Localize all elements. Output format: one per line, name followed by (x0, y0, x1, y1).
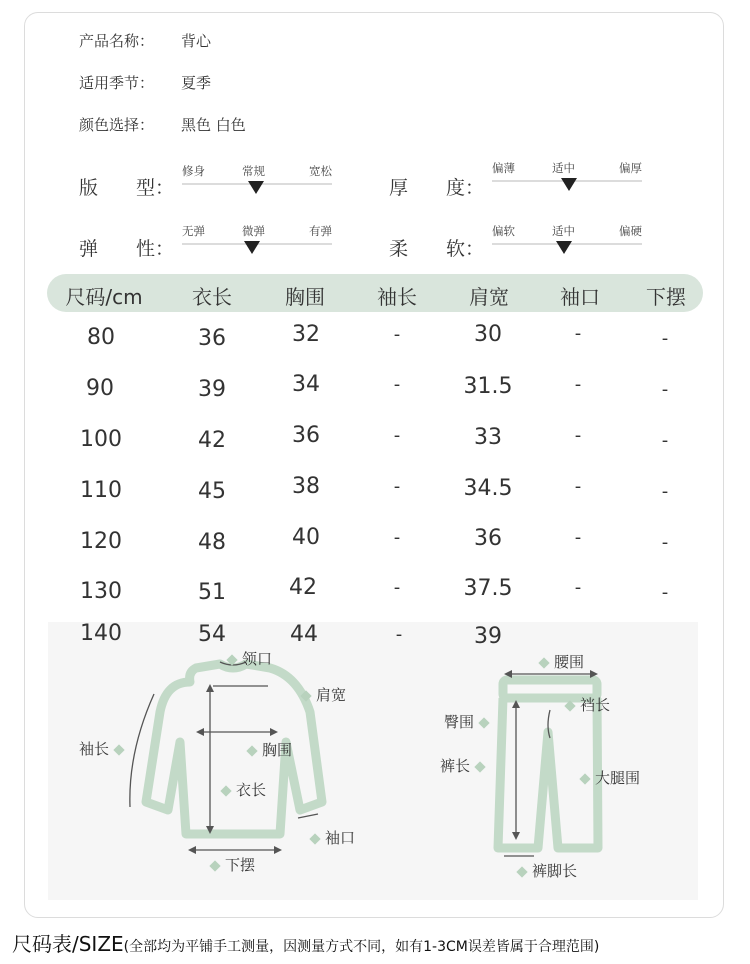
diamond-icon (246, 745, 257, 756)
table-cell: - (661, 328, 669, 349)
table-header-cell: 袖口 (560, 285, 600, 309)
scale-option: 偏厚 (619, 161, 642, 175)
table-cell: 54 (198, 622, 226, 647)
table-header-cell: 衣长 (192, 285, 232, 309)
scale-option: 修身 (182, 164, 205, 178)
info-row-season (79, 72, 211, 93)
table-cell: - (574, 374, 582, 395)
table-cell: 90 (86, 376, 114, 401)
table-header-cell: 胸围 (285, 285, 325, 309)
label-leg-opening (512, 860, 577, 881)
table-cell: - (393, 527, 401, 548)
selected-marker-icon (244, 241, 260, 254)
label-sleeve (79, 738, 129, 759)
attr-label-thickness: 厚 度： (389, 177, 485, 199)
diamond-icon (516, 866, 527, 877)
table-cell: - (574, 476, 582, 497)
diamond-icon (226, 654, 237, 665)
table-cell: - (574, 425, 582, 446)
scale-option: 偏软 (492, 224, 515, 238)
scale-option: 偏硬 (619, 224, 642, 238)
label-text: 胸围 (262, 741, 293, 759)
table-cell: 34.5 (463, 476, 513, 501)
label-text: 下摆 (225, 856, 256, 874)
table-cell: - (661, 430, 669, 451)
table-cell: 45 (198, 479, 226, 504)
label-rise (560, 694, 610, 715)
table-cell: - (661, 481, 669, 502)
label-chest (242, 739, 292, 760)
table-cell: - (393, 476, 401, 497)
table-cell: 36 (292, 423, 320, 448)
info-row-color (79, 114, 246, 135)
table-cell: - (395, 624, 403, 645)
label-hip (444, 711, 494, 732)
diamond-icon (579, 773, 590, 784)
label-pants-length (440, 755, 490, 776)
table-cell: - (393, 577, 401, 598)
table-cell: 39 (474, 624, 502, 649)
table-cell: - (393, 425, 401, 446)
table-cell: - (661, 582, 669, 603)
label-text: 袖长 (79, 740, 110, 758)
table-cell: 130 (80, 579, 122, 604)
table-cell: - (574, 577, 582, 598)
diamond-icon (113, 744, 124, 755)
info-label: 产品名称： (79, 32, 155, 50)
label-text: 领口 (242, 650, 273, 668)
footer-title: 尺码表/SIZE (12, 932, 124, 956)
selected-marker-icon (561, 178, 577, 191)
attr-label-fit: 版 型： (79, 177, 175, 199)
table-cell: 140 (80, 621, 122, 646)
table-cell: - (393, 324, 401, 345)
table-cell: 48 (198, 530, 226, 555)
table-header-cell: 尺码/cm (65, 285, 143, 309)
info-row-name (79, 30, 211, 51)
table-header-cell: 袖长 (377, 285, 417, 309)
table-cell: 42 (289, 575, 317, 600)
table-cell: 51 (198, 580, 226, 605)
scale-option: 偏薄 (492, 161, 515, 175)
table-cell: 32 (292, 322, 320, 347)
table-header-cell: 下摆 (646, 285, 686, 309)
scale-softness (492, 223, 642, 263)
diamond-icon (220, 785, 231, 796)
label-waist (534, 651, 584, 672)
diamond-icon (309, 833, 320, 844)
label-hem (205, 854, 255, 875)
footer-note: (全部均为平铺手工测量，因测量方式不同，如有1-3CM误差皆属于合理范围) (123, 939, 600, 955)
selected-marker-icon (556, 241, 572, 254)
info-label: 颜色选择： (79, 116, 155, 134)
scale-elasticity (182, 223, 332, 263)
diamond-icon (538, 657, 549, 668)
attr-label-elasticity: 弹 性： (79, 238, 175, 260)
table-cell: 33 (474, 425, 502, 450)
scale-thickness (492, 160, 642, 200)
table-cell: - (574, 527, 582, 548)
label-text: 腰围 (554, 653, 585, 671)
info-value: 夏季 (181, 74, 212, 92)
label-shoulder (296, 684, 346, 705)
scale-option: 适中 (552, 161, 575, 175)
table-cell: 38 (292, 474, 320, 499)
scale-option: 无弹 (182, 224, 205, 238)
label-length (216, 779, 266, 800)
scale-option: 宽松 (309, 164, 332, 178)
diamond-icon (474, 761, 485, 772)
table-cell: 39 (198, 377, 226, 402)
diamond-icon (478, 717, 489, 728)
label-thigh (575, 767, 640, 788)
table-cell: 37.5 (463, 576, 513, 601)
label-text: 袖口 (325, 829, 356, 847)
label-text: 裤长 (440, 757, 471, 775)
scale-option: 微弹 (242, 224, 265, 238)
scale-option: 有弹 (309, 224, 332, 238)
table-cell: 36 (474, 526, 502, 551)
info-label: 适用季节： (79, 74, 155, 92)
table-header-cell: 肩宽 (469, 285, 509, 309)
label-cuff (305, 827, 355, 848)
measurement-diagram (48, 622, 698, 900)
table-cell: 31.5 (463, 374, 513, 399)
info-value: 背心 (181, 32, 212, 50)
table-cell: 80 (87, 325, 115, 350)
table-cell: 36 (198, 326, 226, 351)
label-text: 臀围 (444, 713, 475, 731)
table-cell: - (393, 374, 401, 395)
footer-caption (12, 928, 599, 957)
diamond-icon (300, 690, 311, 701)
table-cell: 120 (80, 529, 122, 554)
label-text: 肩宽 (316, 686, 347, 704)
label-text: 衣长 (236, 781, 267, 799)
scale-option: 常规 (242, 164, 265, 178)
table-cell: 30 (474, 322, 502, 347)
table-cell: 40 (292, 525, 320, 550)
label-text: 裆长 (580, 696, 611, 714)
table-cell: - (574, 323, 582, 344)
attr-label-softness: 柔 软： (389, 238, 485, 260)
table-cell: 100 (80, 427, 122, 452)
label-collar (222, 648, 272, 669)
table-cell: - (661, 532, 669, 553)
table-cell: 34 (292, 372, 320, 397)
scale-fit (182, 163, 332, 203)
diamond-icon (564, 700, 575, 711)
table-cell: 110 (80, 478, 122, 503)
diamond-icon (209, 860, 220, 871)
garment-illustration (48, 622, 698, 900)
scale-option: 适中 (552, 224, 575, 238)
label-text: 大腿围 (595, 769, 641, 787)
label-text: 裤脚长 (532, 862, 578, 880)
size-table-header (47, 274, 703, 312)
info-value: 黑色 白色 (181, 116, 246, 134)
table-cell: - (661, 379, 669, 400)
selected-marker-icon (248, 181, 264, 194)
table-cell: 44 (290, 622, 318, 647)
table-cell: 42 (198, 428, 226, 453)
